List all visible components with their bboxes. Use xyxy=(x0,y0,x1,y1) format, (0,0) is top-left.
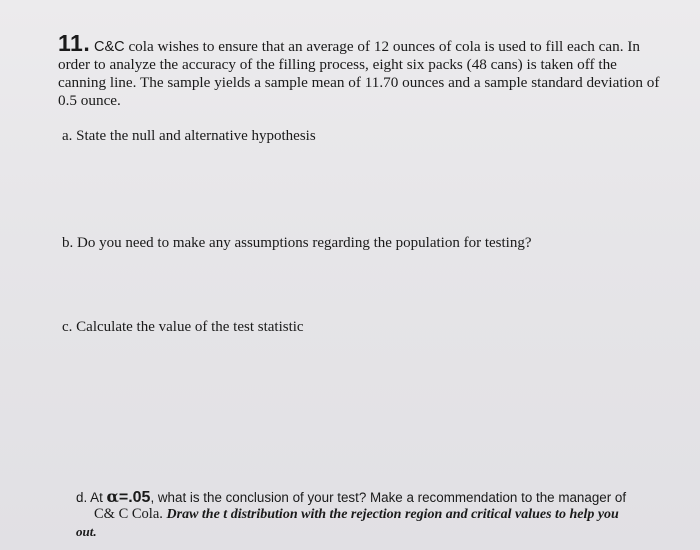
question-brand: C&C xyxy=(94,39,125,55)
question-11-stem: 11. C&C cola wishes to ensure that an average of 12 ounces of cola is used to fill each can. In order to analyze the accuracy of the filling process, eight six packs (48 cans) is taken off the canning line. The sample yields a sample mean of 11.70 ounces and a sample standard deviation of 0.5 ounce. xyxy=(58,30,660,109)
part-d-line-3: out. xyxy=(76,524,97,539)
part-d-directive: Draw the t distribution with the rejection region and critical values to help you xyxy=(166,507,619,522)
part-c-prompt: c. Calculate the value of the test statistic xyxy=(62,319,304,335)
part-d-prompt xyxy=(76,488,676,540)
part-d-company: C& C Cola. xyxy=(94,506,167,522)
part-b-prompt: b. Do you need to make any assumptions regarding the population for testing? xyxy=(62,235,532,251)
alpha-value: =.05 xyxy=(118,489,151,506)
part-d-line-2 xyxy=(76,506,676,523)
part-d-prefix: d. At xyxy=(76,490,107,505)
part-a-prompt: a. State the null and alternative hypothesis xyxy=(62,128,316,144)
alpha-level xyxy=(107,489,151,506)
question-number: 11 xyxy=(58,30,84,56)
question-text: cola wishes to ensure that an average of 12 ounces of cola is used to fill each can. In order to analyze the accuracy of the filling process, eight six packs (48 cans) is taken off the canning line. The sample yields a sample mean of 11.70 ounces and a sample standard deviation of 0.5 ounce. xyxy=(58,38,660,109)
part-d-question: , what is the conclusion of your test? Make a recommendation to the manager of xyxy=(150,490,627,505)
alpha-symbol: α xyxy=(106,487,119,506)
